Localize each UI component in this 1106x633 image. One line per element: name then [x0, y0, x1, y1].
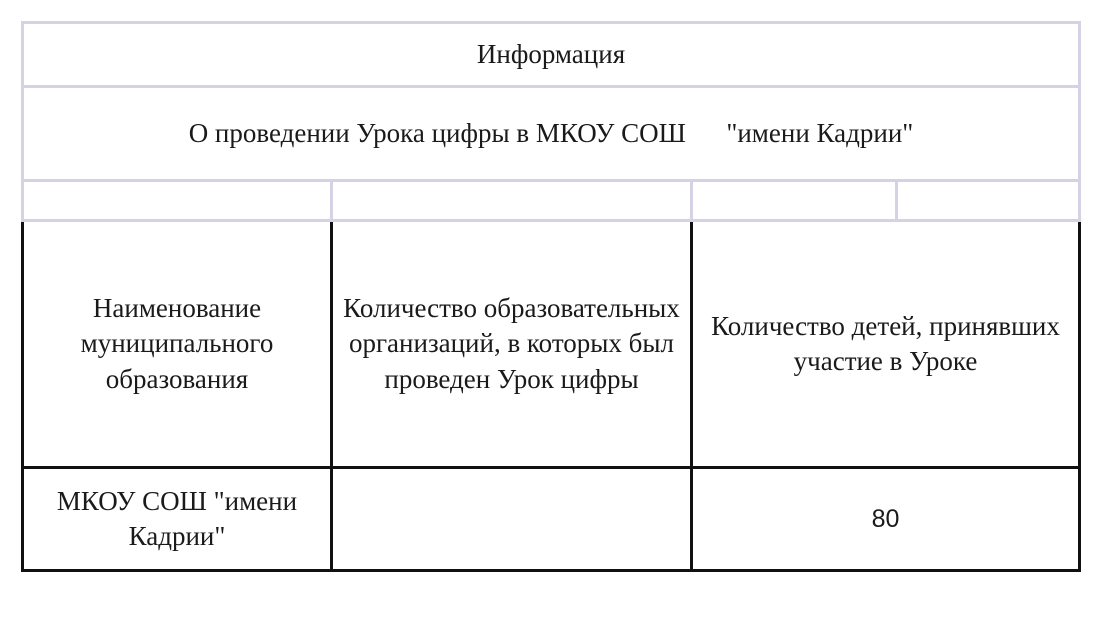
- info-table: [21, 21, 1081, 572]
- subtitle-row: [23, 87, 1080, 181]
- empty-cell: [23, 181, 332, 221]
- empty-cell: [332, 181, 692, 221]
- title-row: [23, 23, 1080, 87]
- table-header-row: [23, 221, 1080, 468]
- info-table-container: [21, 21, 1078, 572]
- cell-children-count: 80: [692, 468, 1080, 571]
- cell-org-count: [332, 468, 692, 571]
- empty-cell: [897, 181, 1080, 221]
- cell-municipality: МКОУ СОШ "имени Кадрии": [23, 468, 332, 571]
- document-subtitle: О проведении Урока цифры в МКОУ СОШ "имени Кадрии": [23, 87, 1080, 181]
- header-org-count: Количество образовательных организаций, в которых был проведен Урок цифры: [332, 221, 692, 468]
- document-title: Информация: [23, 23, 1080, 87]
- empty-cell: [692, 181, 897, 221]
- empty-row: [23, 181, 1080, 221]
- header-municipality: Наименование муниципального образования: [23, 221, 332, 468]
- header-children-count: Количество детей, принявших участие в Уроке: [692, 221, 1080, 468]
- table-row: [23, 468, 1080, 571]
